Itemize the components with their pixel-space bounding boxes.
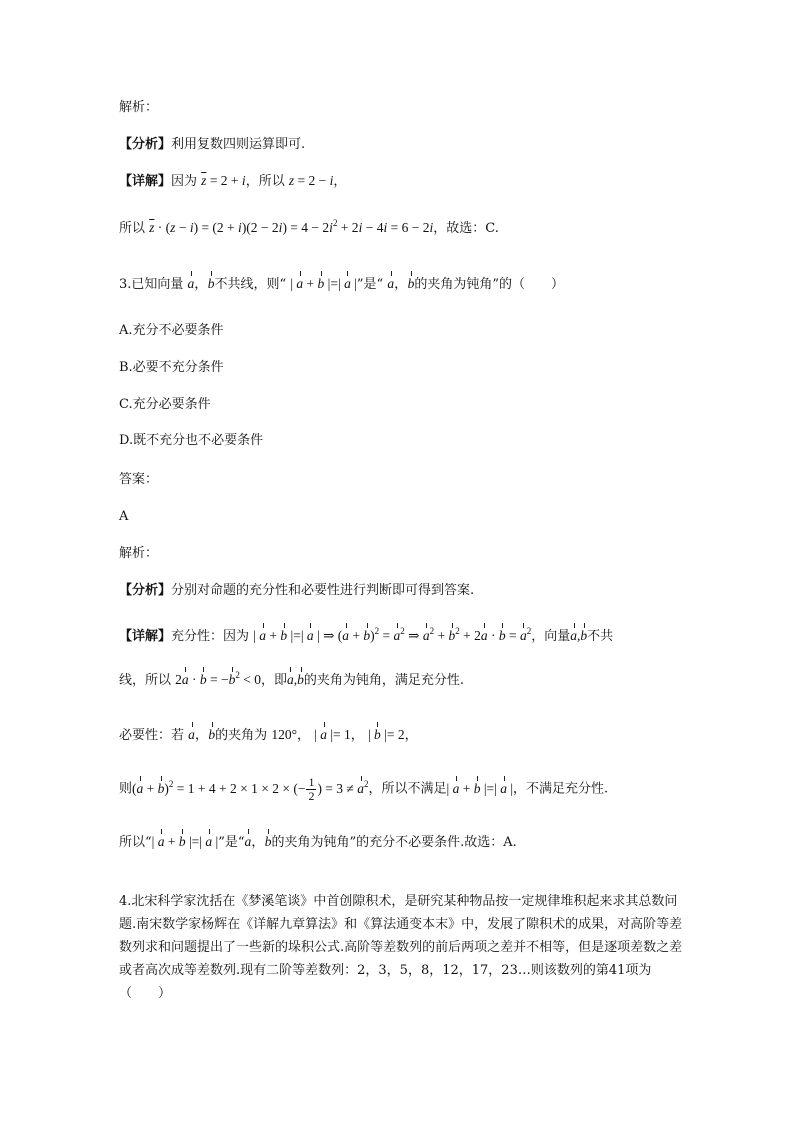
q3-necessity <box>119 726 418 745</box>
detail-text: 的夹角为钝角”的充分不必要条件.故选：A. <box>271 835 517 850</box>
q4-stem: 4.北宋科学家沈括在《梦溪笔谈》中首创隙积术，是研究某种物品按一定规律堆积起来求其总数问题.南宋数学家杨辉在《详解九章算法》和《算法通变本末》中，发展了隙积术的成果，对高阶等差数列求和问题提出了一些新的垛积公式.高阶等差数列的前后两项之差并不相等，但是逐项差数之差或者高次成等差数列.现有二阶等差数列：2，3，5，8，12，17，23…则该数列的第41项为（ ） <box>119 894 683 1001</box>
q3-conclusion <box>119 833 517 852</box>
solution-label: 解析： <box>119 100 159 115</box>
detail-tag: 【详解】 <box>119 629 172 644</box>
detail-text: ，向量 <box>531 629 571 644</box>
analysis-tag: 【分析】 <box>119 137 172 152</box>
detail-text: 不共 <box>587 629 614 644</box>
formula: a,b <box>287 672 304 687</box>
formula: | a + b |=| a | <box>446 780 514 796</box>
detail-text: 线，所以 <box>119 673 172 688</box>
detail-text: 则 <box>119 781 133 797</box>
formula: a，b <box>244 834 272 849</box>
stem-text: ”是“ <box>356 277 384 292</box>
analysis-tag: 【分析】 <box>119 583 172 598</box>
stem-text: 的夹角为钝角”的（ ） <box>414 277 564 292</box>
q2-calc <box>119 219 499 238</box>
formula: $(a + b)^2 = 1 + 4 + 2 \times 1 \times 2$ × (− $\frac{1}{2}$ ) = $3 \ne a^2$ <box>132 775 369 803</box>
q3-necessity-2 <box>119 776 608 803</box>
formula: a，b <box>387 276 415 291</box>
detail-text: ， <box>333 174 347 189</box>
detail-text: ， <box>404 728 418 743</box>
detail-text: 必要性：若 <box>119 728 185 743</box>
detail-text: 所以“ <box>119 835 152 850</box>
option-b: B.必要不充分条件 <box>119 360 224 375</box>
analysis-text: 分别对命题的充分性和必要性进行判断即可得到答案. <box>171 583 475 598</box>
formula: a，b <box>188 727 216 742</box>
detail-text: ， <box>350 728 364 743</box>
analysis-text: 利用复数四则运算即可. <box>171 137 306 152</box>
q2-detail <box>119 172 346 191</box>
detail-text: 的夹角为钝角，满足充分性. <box>303 673 465 688</box>
detail-text: ，所以 <box>245 174 285 189</box>
detail-text: ”是“ <box>218 835 245 850</box>
formula: $\overline{z} = 2 + i$ <box>201 173 246 188</box>
formula: | a + b |=| a | <box>151 834 219 849</box>
detail-text: 的夹角为 <box>215 728 268 743</box>
q2-analysis <box>119 136 305 154</box>
formula: z = 2 − i <box>288 173 334 188</box>
formula: | a + b |=| a | ⇒ $(a + b)^2 = a^2$ ⇒ $a^2 + b^2 + 2a \cdot b = a^2$ <box>253 626 532 643</box>
formula: 120° <box>271 727 297 742</box>
q3-sufficiency <box>119 627 613 646</box>
detail-text: ， <box>296 728 310 743</box>
answer-value: A <box>119 509 129 524</box>
formula: | a |= 1 <box>314 727 351 742</box>
answer-label: 答案： <box>119 472 159 487</box>
option-a: A.充分不必要条件 <box>119 323 224 338</box>
detail-text: 充分性：因为 <box>171 629 250 644</box>
formula: $2a \cdot b = -b^2 < 0$ <box>175 670 262 687</box>
formula: a,b <box>570 628 588 643</box>
q3-analysis <box>119 582 474 600</box>
detail-text: ，即 <box>261 673 288 688</box>
stem-text: 不共线，则“ <box>214 277 287 292</box>
option-d: D.既不充分也不必要条件 <box>119 433 264 448</box>
formula: | a + b |=| a | <box>290 276 357 291</box>
formula: | b |= 2 <box>367 727 405 742</box>
formula: a，b <box>187 276 215 291</box>
option-c: C.充分必要条件 <box>119 397 211 412</box>
detail-tag: 【详解】 <box>119 174 172 189</box>
calc-suffix: ，故选：C. <box>433 221 499 236</box>
detail-text: ，不满足充分性. <box>513 781 609 797</box>
q3-sufficiency-2 <box>119 671 464 690</box>
q3-stem <box>119 275 564 294</box>
detail-text: ，所以不满足 <box>368 781 447 797</box>
detail-text: 因为 <box>171 174 198 189</box>
calc-prefix: 所以 <box>119 221 146 236</box>
stem-text: 3.已知向量 <box>119 277 184 292</box>
solution-label: 解析： <box>119 546 159 561</box>
formula: $\overline{z} \cdot (z - i) = (2 + i)(2 - 2i) = 4 - 2i^2 + 2i - 4i = 6 - 2i$ <box>149 218 434 235</box>
